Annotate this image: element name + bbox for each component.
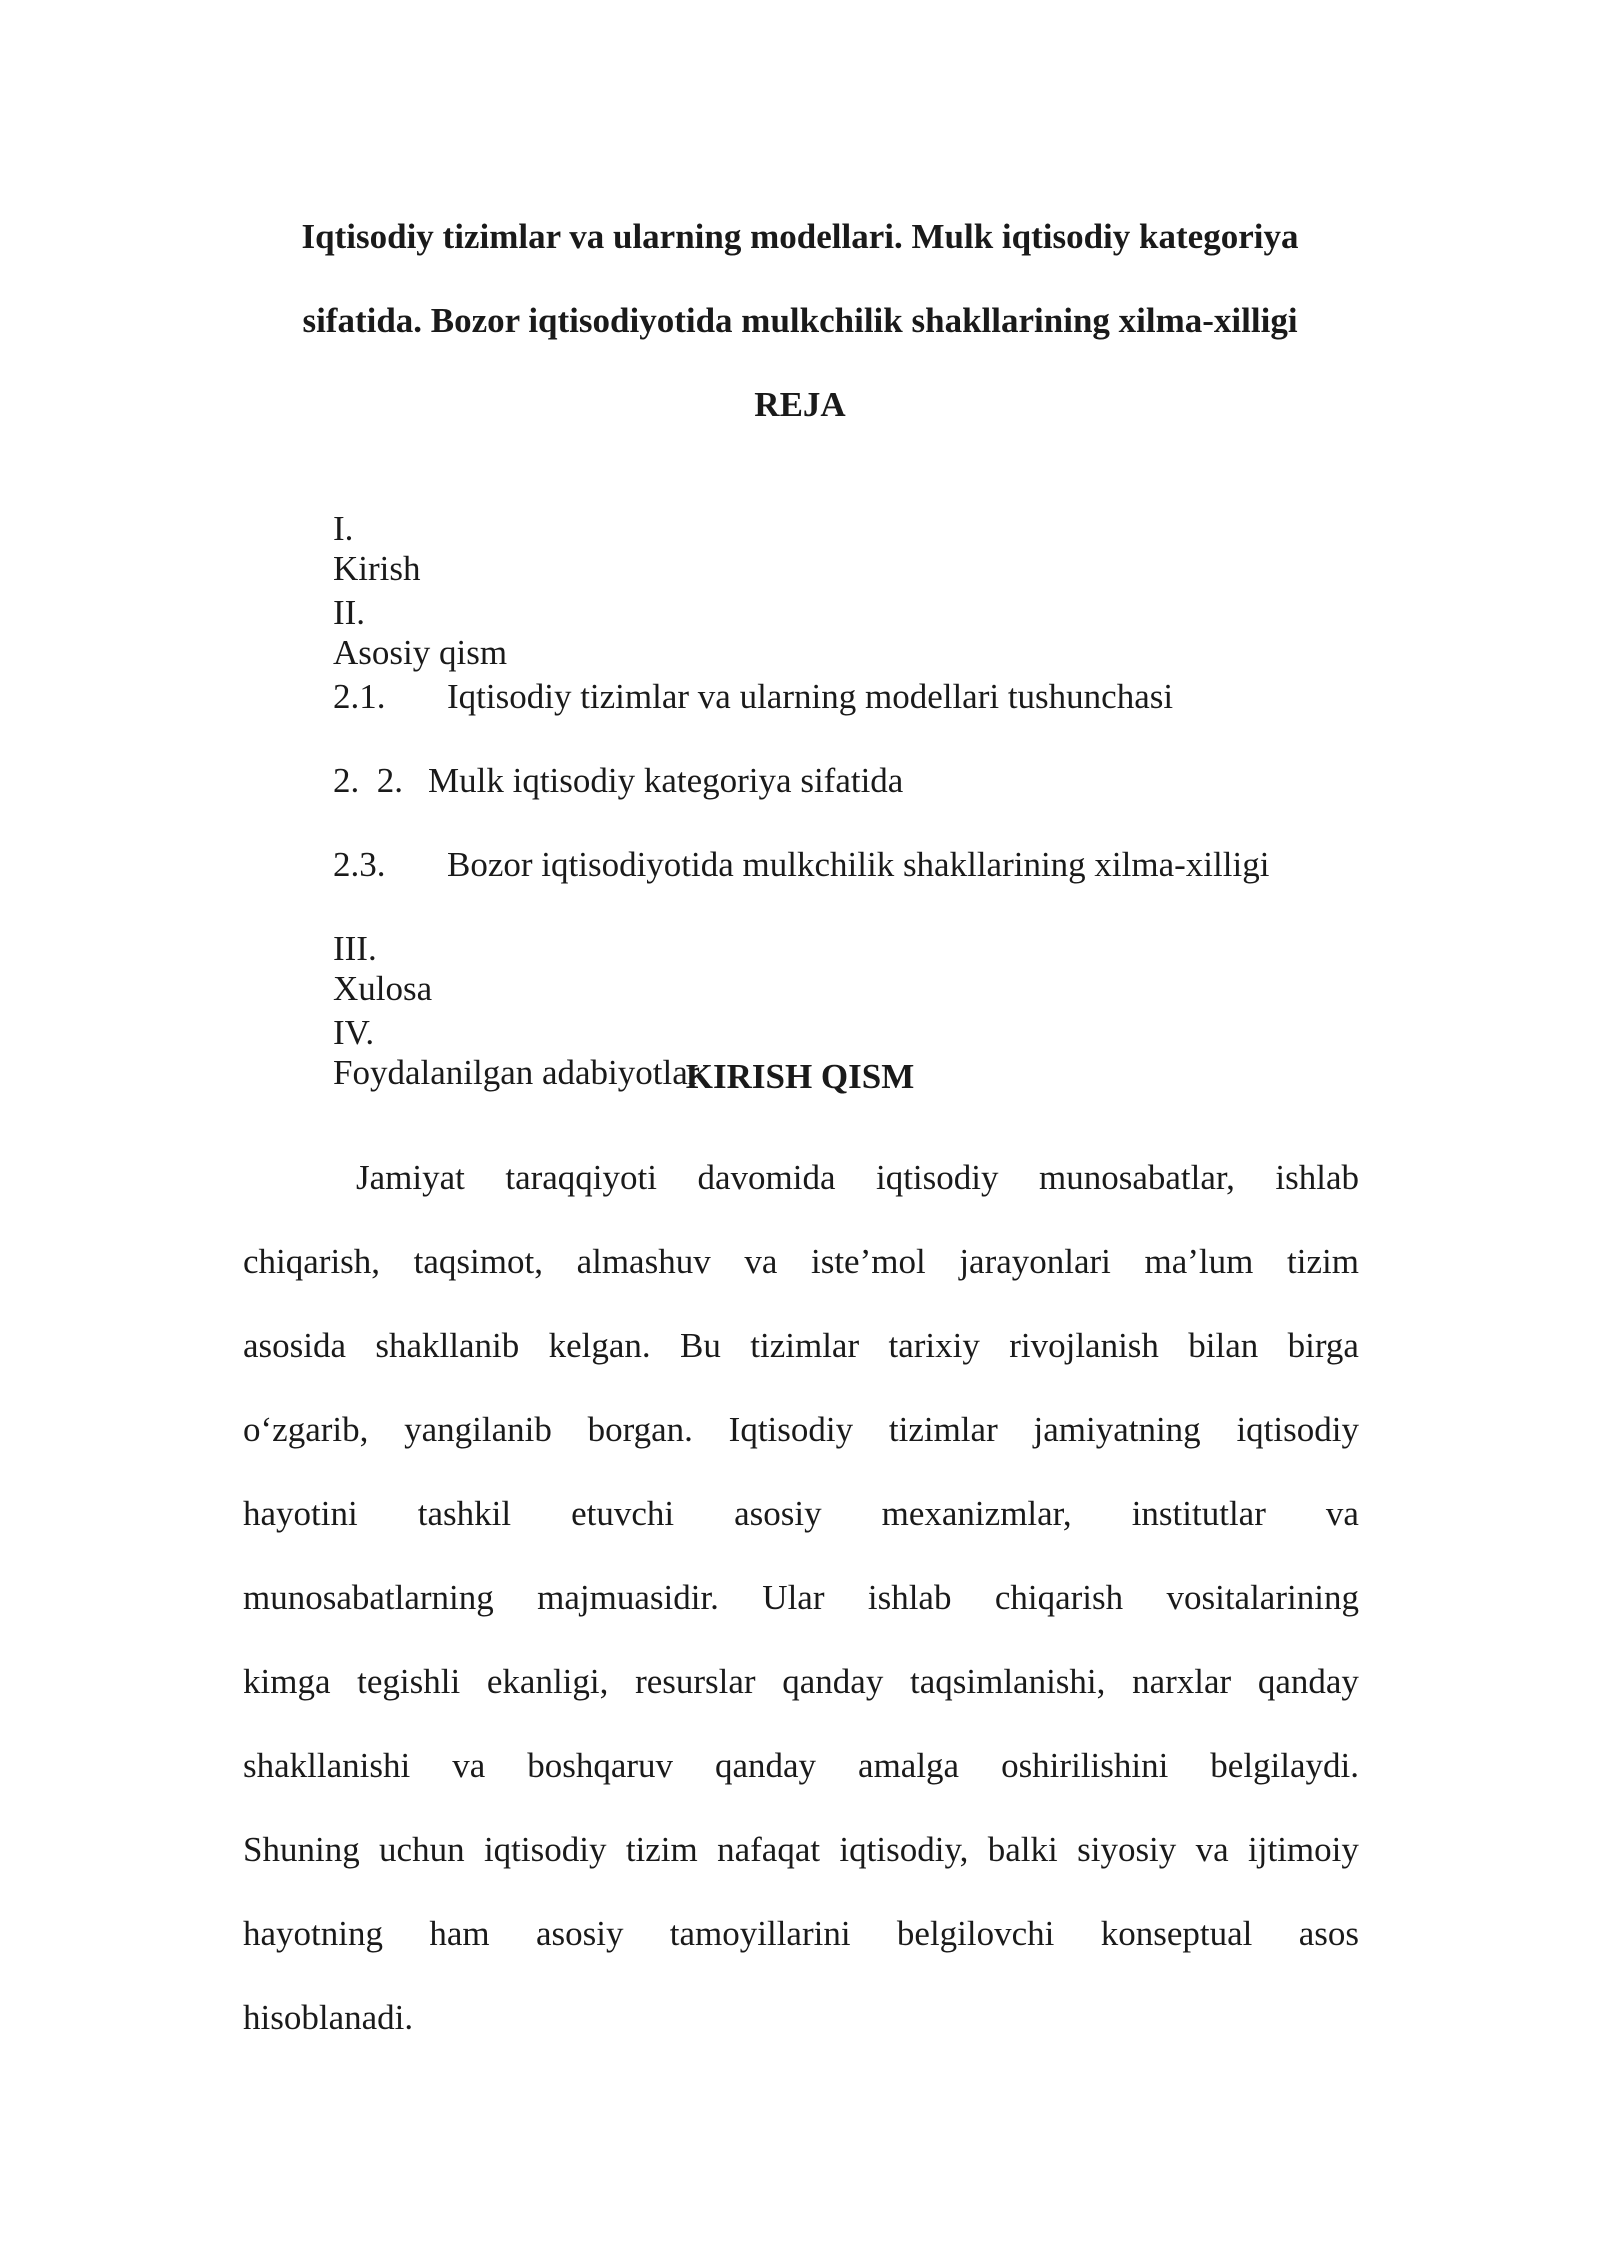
word: mexanizmlar, xyxy=(881,1494,1072,1533)
plan-text: Xulosa xyxy=(333,969,433,1008)
paragraph-line xyxy=(243,1220,1359,1304)
plan-text: Bozor iqtisodiyotida mulkchilik shakllarining xilma-xilligi xyxy=(447,845,1270,884)
word: qanday xyxy=(782,1662,884,1701)
word: shakllanishi xyxy=(243,1746,411,1785)
plan-number: I. xyxy=(333,509,354,548)
word: iqtisodiy xyxy=(483,1830,607,1869)
paragraph-line xyxy=(243,1556,1359,1640)
word: tamoyillarini xyxy=(669,1914,851,1953)
plan-text: Foydalanilgan adabiyotlar xyxy=(333,1053,700,1092)
plan-item-5 xyxy=(298,805,1269,925)
paragraph-line xyxy=(243,1136,1359,1220)
plan-heading: REJA xyxy=(754,385,846,424)
plan-item-7 xyxy=(298,973,699,1133)
paragraph-line xyxy=(243,1808,1359,1892)
plan-text: Asosiy qism xyxy=(333,633,508,672)
word: birga xyxy=(1287,1326,1359,1365)
word: shakllanib xyxy=(375,1326,520,1365)
word: institutlar xyxy=(1131,1494,1266,1533)
plan-text: Mulk iqtisodiy kategoriya sifatida xyxy=(428,761,904,800)
word: davomida xyxy=(697,1158,836,1197)
word: va xyxy=(1195,1830,1229,1869)
paragraph-line xyxy=(243,1640,1359,1724)
word: nafaqat xyxy=(717,1830,821,1869)
word: yangilanib xyxy=(404,1410,552,1449)
word: kimga xyxy=(243,1662,331,1701)
word: jamiyatning xyxy=(1033,1410,1201,1449)
word: tashkil xyxy=(417,1494,512,1533)
title-line-1: Iqtisodiy tizimlar va ularning modellari. Mulk iqtisodiy kategoriya xyxy=(301,217,1299,256)
plan-number: 2.1. xyxy=(333,677,386,716)
intro-heading: KIRISH QISM xyxy=(685,1057,915,1096)
word: asosiy xyxy=(734,1494,822,1533)
word: tizimlar xyxy=(750,1326,860,1365)
document-title xyxy=(244,195,1356,363)
word: ham xyxy=(429,1914,490,1953)
word: taraqqiyoti xyxy=(505,1158,657,1197)
word: asosida xyxy=(243,1326,347,1365)
word: amalga xyxy=(858,1746,960,1785)
paragraph-line xyxy=(243,1388,1359,1472)
word: asos xyxy=(1298,1914,1359,1953)
plan-number: II. xyxy=(333,593,366,632)
word: ekanligi, xyxy=(486,1662,609,1701)
word: Jamiyat xyxy=(356,1158,465,1197)
plan-text: Iqtisodiy tizimlar va ularning modellari tushunchasi xyxy=(447,677,1174,716)
word: chiqarish, xyxy=(243,1242,381,1281)
plan-number: 2. 2. xyxy=(333,761,403,800)
word: belgilovchi xyxy=(896,1914,1055,1953)
plan-text: Kirish xyxy=(333,549,421,588)
word: oshirilishini xyxy=(1001,1746,1169,1785)
word: asosiy xyxy=(535,1914,624,1953)
word: taqsimot, xyxy=(413,1242,543,1281)
word: majmuasidir. xyxy=(537,1578,719,1617)
word: kelgan. xyxy=(548,1326,651,1365)
word: etuvchi xyxy=(571,1494,675,1533)
word: iqtisodiy xyxy=(1236,1410,1359,1449)
word: Iqtisodiy xyxy=(728,1410,854,1449)
paragraph-line xyxy=(243,1724,1359,1808)
word: tizim xyxy=(1287,1242,1359,1281)
word: ma’lum xyxy=(1144,1242,1254,1281)
word: tizim xyxy=(625,1830,698,1869)
paragraph-line xyxy=(243,1976,1359,2060)
word: tarixiy xyxy=(888,1326,980,1365)
word: hayotini xyxy=(243,1494,358,1533)
word: Shuning xyxy=(243,1830,360,1869)
word: ijtimoiy xyxy=(1248,1830,1359,1869)
word: ishlab xyxy=(1275,1158,1359,1197)
word: almashuv xyxy=(576,1242,711,1281)
word: vositalarining xyxy=(1166,1578,1359,1617)
word: narxlar xyxy=(1132,1662,1232,1701)
word: rivojlanish xyxy=(1009,1326,1159,1365)
word: o‘zgarib, xyxy=(243,1410,369,1449)
word: iqtisodiy xyxy=(875,1158,999,1197)
word: iste’mol xyxy=(810,1242,926,1281)
word: jarayonlari xyxy=(959,1242,1111,1281)
word: tegishli xyxy=(357,1662,461,1701)
word: bilan xyxy=(1188,1326,1259,1365)
paragraph-line xyxy=(243,1892,1359,1976)
word: taqsimlanishi, xyxy=(910,1662,1106,1701)
plan-number: III. xyxy=(333,929,377,968)
word: qanday xyxy=(714,1746,817,1785)
word: va xyxy=(1325,1494,1359,1533)
word: hayotning xyxy=(243,1914,383,1953)
word: va xyxy=(452,1746,486,1785)
word: qanday xyxy=(1257,1662,1359,1701)
title-line-2: sifatida. Bozor iqtisodiyotida mulkchilik shakllarining xilma-xilligi xyxy=(302,301,1298,340)
word: va xyxy=(744,1242,778,1281)
paragraph-line-text: hisoblanadi. xyxy=(243,1998,414,2037)
word: munosabatlar, xyxy=(1039,1158,1235,1197)
word: munosabatlarning xyxy=(243,1578,494,1617)
word: belgilaydi. xyxy=(1210,1746,1359,1785)
word: uchun xyxy=(379,1830,465,1869)
plan-number: IV. xyxy=(333,1013,375,1052)
word: ishlab xyxy=(867,1578,952,1617)
word: borgan. xyxy=(587,1410,693,1449)
word: Bu xyxy=(680,1326,721,1365)
word: iqtisodiy, xyxy=(839,1830,969,1869)
word: konseptual xyxy=(1100,1914,1253,1953)
word: balki xyxy=(987,1830,1058,1869)
paragraph-line xyxy=(243,1472,1359,1556)
intro-paragraph xyxy=(243,1136,1359,2060)
word: siyosiy xyxy=(1077,1830,1177,1869)
word: tizimlar xyxy=(888,1410,998,1449)
word: boshqaruv xyxy=(527,1746,674,1785)
word: resurslar xyxy=(635,1662,756,1701)
plan-number: 2.3. xyxy=(333,845,386,884)
word: Ular xyxy=(762,1578,825,1617)
paragraph-line xyxy=(243,1304,1359,1388)
word: chiqarish xyxy=(994,1578,1124,1617)
